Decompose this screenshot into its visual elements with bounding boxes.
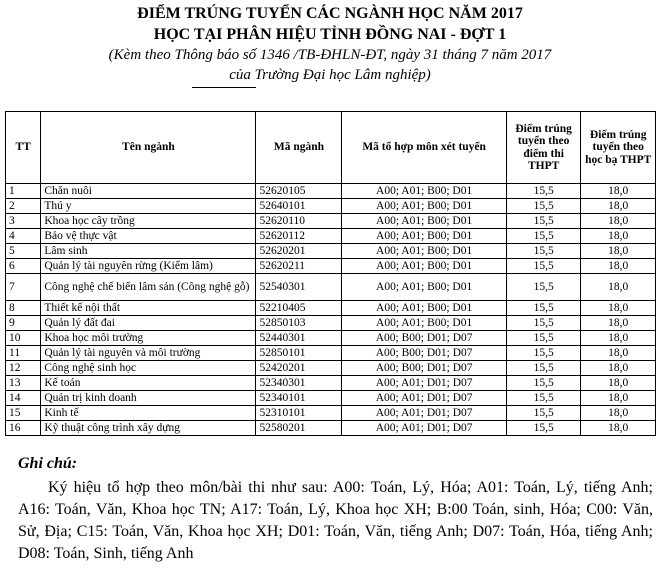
cell-major-code: 52580201 — [256, 421, 342, 436]
cell-score-exam: 15,5 — [506, 406, 581, 421]
cell-major-name: Kỹ thuật công trình xây dựng — [41, 421, 256, 436]
cell-major-name: Công nghệ chế biến lâm sản (Công nghệ gỗ) — [41, 274, 256, 301]
cell-tt: 16 — [6, 421, 41, 436]
table-row — [6, 421, 656, 436]
cell-score-transcript: 18,0 — [581, 361, 656, 376]
cell-tt: 13 — [6, 376, 41, 391]
cell-subject-combination: A00; A01; B00; D01 — [342, 259, 507, 274]
cell-score-transcript: 18,0 — [581, 199, 656, 214]
document-title: ĐIỂM TRÚNG TUYỂN CÁC NGÀNH HỌC NĂM 2017 — [137, 5, 523, 22]
notes-section — [18, 454, 653, 565]
cell-score-exam: 15,5 — [506, 229, 581, 244]
cell-subject-combination: A00; B00; D01; D07 — [342, 361, 507, 376]
cell-score-exam: 15,5 — [506, 274, 581, 301]
cell-subject-combination: A00; A01; B00; D01 — [342, 301, 507, 316]
cell-tt: 1 — [6, 184, 41, 199]
notes-heading: Ghi chú: — [18, 455, 78, 472]
cell-score-transcript: 18,0 — [581, 301, 656, 316]
cell-score-transcript: 18,0 — [581, 214, 656, 229]
cell-major-code: 52210405 — [256, 301, 342, 316]
table-row — [6, 376, 656, 391]
table-row — [6, 199, 656, 214]
cell-major-name: Lâm sinh — [41, 244, 256, 259]
issuer-line: của Trường Đại học Lâm nghiệp) — [229, 67, 431, 83]
cell-major-code: 52620201 — [256, 244, 342, 259]
cell-score-transcript: 18,0 — [581, 391, 656, 406]
cell-major-code: 52620110 — [256, 214, 342, 229]
cell-major-code: 52440301 — [256, 331, 342, 346]
cell-subject-combination: A00; A01; D01; D07 — [342, 406, 507, 421]
cell-major-name: Quản lý đất đai — [41, 316, 256, 331]
cell-tt: 7 — [6, 274, 41, 301]
cell-major-name: Quản trị kinh doanh — [41, 391, 256, 406]
cell-subject-combination: A00; A01; B00; D01 — [342, 274, 507, 301]
cell-score-transcript: 18,0 — [581, 184, 656, 199]
cell-major-code: 52540301 — [256, 274, 342, 301]
table-header-row — [6, 112, 656, 184]
cell-score-transcript: 18,0 — [581, 274, 656, 301]
cell-major-name: Thiết kế nội thất — [41, 301, 256, 316]
cell-score-transcript: 18,0 — [581, 376, 656, 391]
header-score-transcript: Điểm trúng tuyển theo học bạ THPT — [581, 112, 656, 184]
admission-scores-table — [5, 111, 656, 436]
cell-tt: 14 — [6, 391, 41, 406]
cell-score-exam: 15,5 — [506, 361, 581, 376]
table-row — [6, 229, 656, 244]
header-tt: TT — [6, 112, 41, 184]
cell-major-name: Thú y — [41, 199, 256, 214]
cell-major-code: 52620105 — [256, 184, 342, 199]
blank-underline — [192, 87, 256, 88]
table-row — [6, 361, 656, 376]
cell-score-transcript: 18,0 — [581, 406, 656, 421]
cell-major-code: 52850101 — [256, 346, 342, 361]
cell-score-exam: 15,5 — [506, 259, 581, 274]
cell-score-exam: 15,5 — [506, 376, 581, 391]
cell-subject-combination: A00; B00; D01; D07 — [342, 346, 507, 361]
cell-major-code: 52340301 — [256, 376, 342, 391]
table-row — [6, 346, 656, 361]
document-subtitle: HỌC TẠI PHÂN HIỆU TỈNH ĐỒNG NAI - ĐỢT 1 — [153, 26, 507, 43]
cell-tt: 12 — [6, 361, 41, 376]
table-row — [6, 259, 656, 274]
cell-subject-combination: A00; A01; B00; D01 — [342, 244, 507, 259]
cell-tt: 8 — [6, 301, 41, 316]
cell-major-name: Chăn nuôi — [41, 184, 256, 199]
cell-major-name: Quản lý tài nguyên rừng (Kiểm lâm) — [41, 259, 256, 274]
cell-major-name: Kế toán — [41, 376, 256, 391]
cell-tt: 10 — [6, 331, 41, 346]
cell-tt: 15 — [6, 406, 41, 421]
table-row — [6, 406, 656, 421]
table-row — [6, 274, 656, 301]
cell-tt: 4 — [6, 229, 41, 244]
cell-subject-combination: A00; A01; B00; D01 — [342, 229, 507, 244]
notes-body: Ký hiệu tổ hợp theo môn/bài thi như sau: A00: Toán, Lý, Hóa; A01: Toán, Lý, tiếng Anh; A16: Toán, Văn, Khoa học TN; A17: Toán, Lý, Khoa học XH; B:00 Toán, sinh, Hóa; C00: Văn, Sử, Địa; C15: Toán, Văn, Khoa học XH; D01: Toán, Văn, tiếng Anh; D07: Toán, Hóa, tiếng Anh; D08: Toán, Sinh, tiếng Anh — [18, 479, 653, 562]
cell-subject-combination: A00; A01; D01; D07 — [342, 421, 507, 436]
cell-major-code: 52620112 — [256, 229, 342, 244]
cell-subject-combination: A00; A01; B00; D01 — [342, 214, 507, 229]
cell-score-exam: 15,5 — [506, 346, 581, 361]
cell-score-exam: 15,5 — [506, 184, 581, 199]
cell-score-exam: 15,5 — [506, 199, 581, 214]
cell-score-transcript: 18,0 — [581, 421, 656, 436]
cell-major-code: 52340101 — [256, 391, 342, 406]
table-row — [6, 184, 656, 199]
cell-major-code: 52620211 — [256, 259, 342, 274]
cell-score-exam: 15,5 — [506, 391, 581, 406]
cell-tt: 5 — [6, 244, 41, 259]
cell-tt: 6 — [6, 259, 41, 274]
cell-major-name: Công nghệ sinh học — [41, 361, 256, 376]
cell-tt: 2 — [6, 199, 41, 214]
cell-major-code: 52850103 — [256, 316, 342, 331]
cell-major-code: 52640101 — [256, 199, 342, 214]
cell-score-transcript: 18,0 — [581, 259, 656, 274]
cell-major-code: 52420201 — [256, 361, 342, 376]
cell-major-code: 52310101 — [256, 406, 342, 421]
cell-major-name: Quản lý tài nguyên và môi trường — [41, 346, 256, 361]
cell-subject-combination: A00; A01; B00; D01 — [342, 316, 507, 331]
cell-score-transcript: 18,0 — [581, 331, 656, 346]
cell-subject-combination: A00; A01; D01; D07 — [342, 391, 507, 406]
cell-score-transcript: 18,0 — [581, 244, 656, 259]
cell-score-exam: 15,5 — [506, 331, 581, 346]
cell-major-name: Kinh tế — [41, 406, 256, 421]
cell-tt: 9 — [6, 316, 41, 331]
cell-score-transcript: 18,0 — [581, 229, 656, 244]
cell-tt: 11 — [6, 346, 41, 361]
table-row — [6, 301, 656, 316]
cell-major-name: Bảo vệ thực vật — [41, 229, 256, 244]
cell-subject-combination: A00; A01; B00; D01 — [342, 184, 507, 199]
table-row — [6, 391, 656, 406]
table-row — [6, 244, 656, 259]
cell-score-transcript: 18,0 — [581, 346, 656, 361]
reference-line: (Kèm theo Thông báo số 1346 /TB-ĐHLN-ĐT, ngày 31 tháng 7 năm 2017 — [108, 47, 552, 63]
cell-score-exam: 15,5 — [506, 214, 581, 229]
cell-major-name: Khoa học cây trồng — [41, 214, 256, 229]
cell-score-transcript: 18,0 — [581, 316, 656, 331]
cell-subject-combination: A00; A01; D01; D07 — [342, 376, 507, 391]
cell-score-exam: 15,5 — [506, 244, 581, 259]
cell-subject-combination: A00; B00; D01; D07 — [342, 331, 507, 346]
header-subject-combination: Mã tổ hợp môn xét tuyển — [342, 112, 507, 184]
header-major-name: Tên ngành — [41, 112, 256, 184]
header-score-exam: Điểm trúng tuyển theo điểm thi THPT — [506, 112, 581, 184]
table-row — [6, 316, 656, 331]
cell-score-exam: 15,5 — [506, 316, 581, 331]
cell-score-exam: 15,5 — [506, 301, 581, 316]
cell-tt: 3 — [6, 214, 41, 229]
header-major-code: Mã ngành — [256, 112, 342, 184]
cell-major-name: Khoa học môi trường — [41, 331, 256, 346]
table-row — [6, 331, 656, 346]
table-row — [6, 214, 656, 229]
cell-subject-combination: A00; A01; B00; D01 — [342, 199, 507, 214]
cell-score-exam: 15,5 — [506, 421, 581, 436]
